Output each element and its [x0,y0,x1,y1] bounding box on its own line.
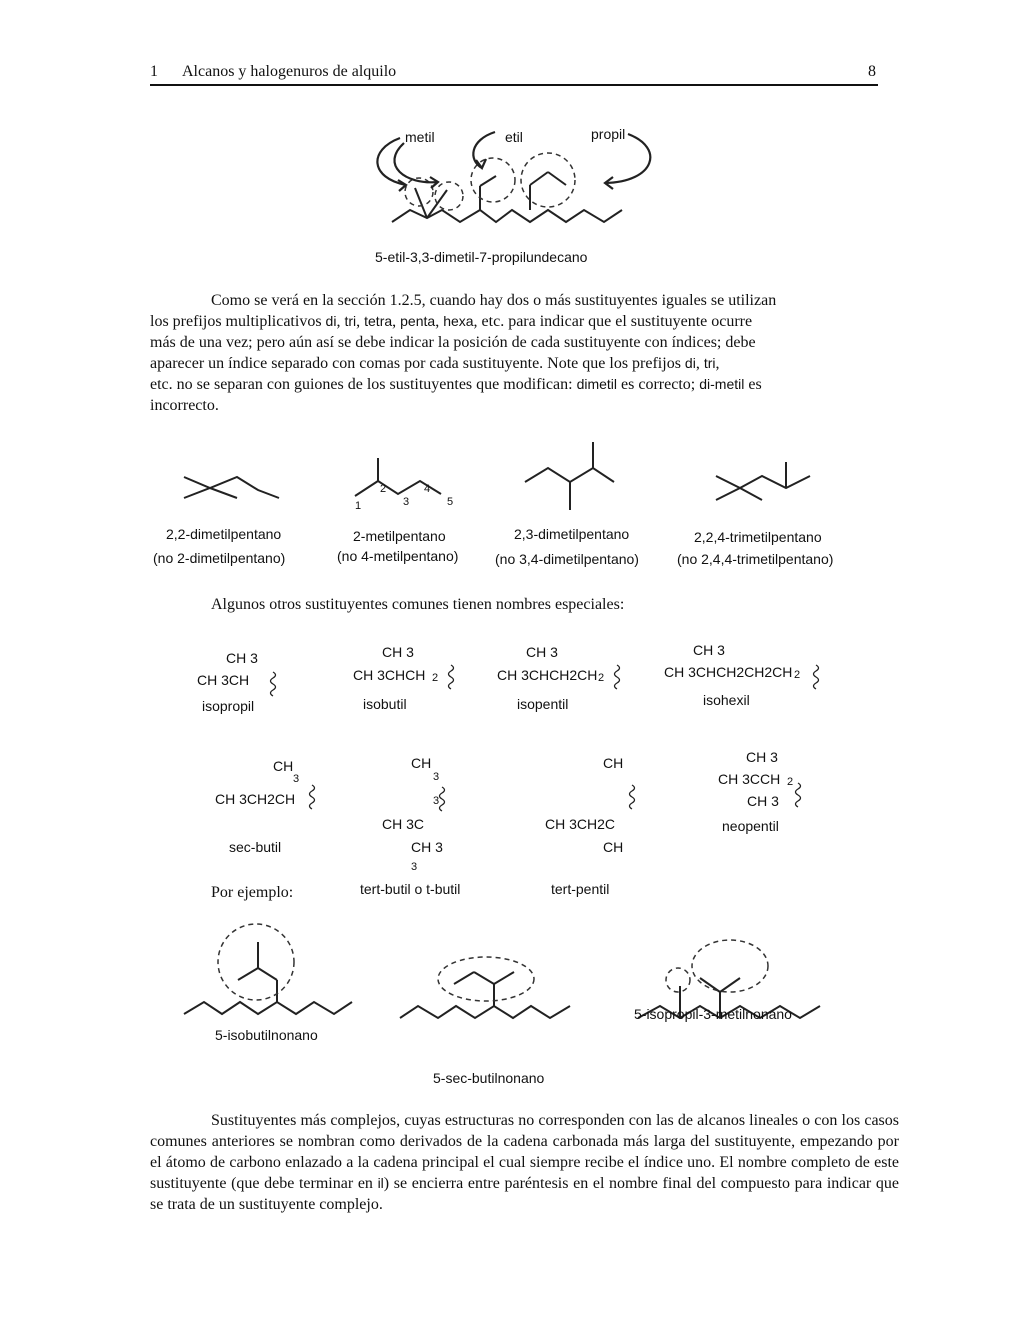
isomer-name-3: 2,3-dimetilpentano [514,526,630,542]
tertpentil-ch-top: CH [603,755,624,771]
locant-2: 2 [380,483,387,495]
chapter-title: Alcanos y halogenuros de alquilo [182,63,397,80]
tertbutil-sub3-bottom: 3 [411,861,418,873]
isomer-name-4: 2,2,4-trimetilpentano [694,529,822,545]
isobutil-circle [218,924,294,1000]
metil-circle [666,968,690,992]
secbutil-sub3: 3 [293,773,300,785]
secbutil-name: sec-butil [229,839,282,855]
label-propil: propil [591,126,626,142]
isobutil-sub2: 2 [432,672,439,684]
tertbutil-sub3-right: 3 [433,795,440,807]
paragraph-1-line-1: Como se verá en la sección 1.2.5, cuando hay dos o más sustituyentes iguales se utilizan [211,292,777,309]
isopentil-formula: CH 3CHCH2CH [497,667,598,683]
isomer-wrong-1: (no 2-dimetilpentano) [153,550,286,566]
tertbutil-formula: CH 3C [382,816,425,832]
isomer-wrong-3: (no 3,4-dimetilpentano) [495,551,639,567]
figure1-caption: 5-etil-3,3-dimetil-7-propilundecano [375,249,588,265]
isopentil-sub2: 2 [598,672,605,684]
isohexil-ch3-top: CH 3 [693,642,725,658]
locant-5: 5 [447,496,454,508]
isohexil-sub2: 2 [794,669,801,681]
paragraph-2: Algunos otros sustituyentes comunes tienen nombres especiales: [211,596,625,613]
paragraph-1-line-5: etc. no se separan con guiones de los sustituyentes que modifican: dimetil es correcto; di-metil es [150,376,762,393]
isomer-name-1: 2,2-dimetilpentano [166,526,282,542]
isopropil-formula: CH 3CH [197,672,250,688]
label-etil: etil [505,129,523,145]
isobutil-name: isobutil [363,696,407,712]
paragraph-1-line-3: más de una vez; pero aún así se debe indicar la posición de cada sustituyente con índices; debe [150,334,756,351]
tertpentil-formula: CH 3CH2C [545,816,616,832]
por-ejemplo: Por ejemplo: [211,884,294,901]
paragraph-1-line-4: aparecer un índice separado con comas por cada sustituyente. Note que los prefijos di, tri, [150,355,720,372]
isobutil-ch3-top: CH 3 [382,644,414,660]
page-number: 8 [868,63,876,80]
isopentil-ch3-top: CH 3 [526,644,558,660]
locant-3: 3 [403,496,410,508]
neopentil-ch3-top: CH 3 [746,749,778,765]
locant-1: 1 [355,500,362,512]
isobutil-formula: CH 3CHCH [353,667,426,683]
isopropil-name: isopropil [202,698,255,714]
secbutil-formula: CH 3CH2CH [215,791,296,807]
tertbutil-ch-top: CH [411,755,432,771]
locant-4: 4 [424,483,431,495]
neopentil-sub2: 2 [787,776,794,788]
tertpentil-name: tert-pentil [551,881,610,897]
example-name-1: 5-isobutilnonano [215,1027,318,1043]
paragraph-1-line-2: los prefijos multiplicativos di, tri, tetra, penta, hexa, etc. para indicar que el sustituyente ocurre [150,313,753,330]
secbutil-ch-top: CH [273,758,294,774]
paragraph-3: Sustituyentes más complejos, cuyas estructuras no corresponden con las de alcanos lineales o con los casos comunes anteriores se nombran como derivados de la cadena carbonada más larga del sustituyente, empezando por el átomo de carbono enlazado a la cadena principal el cual siempre recibe el índice uno. El nombre completo de este sustituyente (que debe terminar en il) se encierra entre paréntesis en el nombre final del compuesto para indicar que se trata de un sustituyente complejo. [150,1112,899,1213]
neopentil-ch3-bottom: CH 3 [747,793,779,809]
chapter-number: 1 [150,63,158,80]
neopentil-formula: CH 3CCH [718,771,781,787]
tertbutil-sub3-top: 3 [433,771,440,783]
isomer-wrong-2: (no 4-metilpentano) [337,548,459,564]
label-metil: metil [405,129,435,145]
isomer-name-2: 2-metilpentano [353,528,446,544]
paragraph-1-line-6: incorrecto. [150,397,219,414]
tertbutil-name: tert-butil o t-butil [360,881,461,897]
neopentil-name: neopentil [722,818,779,834]
secbutilnonano [400,972,570,1018]
isopentil-name: isopentil [517,696,569,712]
isobutilnonano [184,942,352,1014]
example-name-3: 5-isopropil-3-metilnonano [634,1006,792,1022]
example-name-2: 5-sec-butilnonano [433,1070,545,1086]
isomer-wrong-4: (no 2,4,4-trimetilpentano) [677,551,834,567]
tertpentil-ch-bottom: CH [603,839,624,855]
isohexil-formula: CH 3CHCH2CH2CH [664,664,793,680]
tertbutil-ch3-bottom: CH 3 [411,839,443,855]
isohexil-name: isohexil [703,692,750,708]
isopropil-ch3-top: CH 3 [226,650,258,666]
